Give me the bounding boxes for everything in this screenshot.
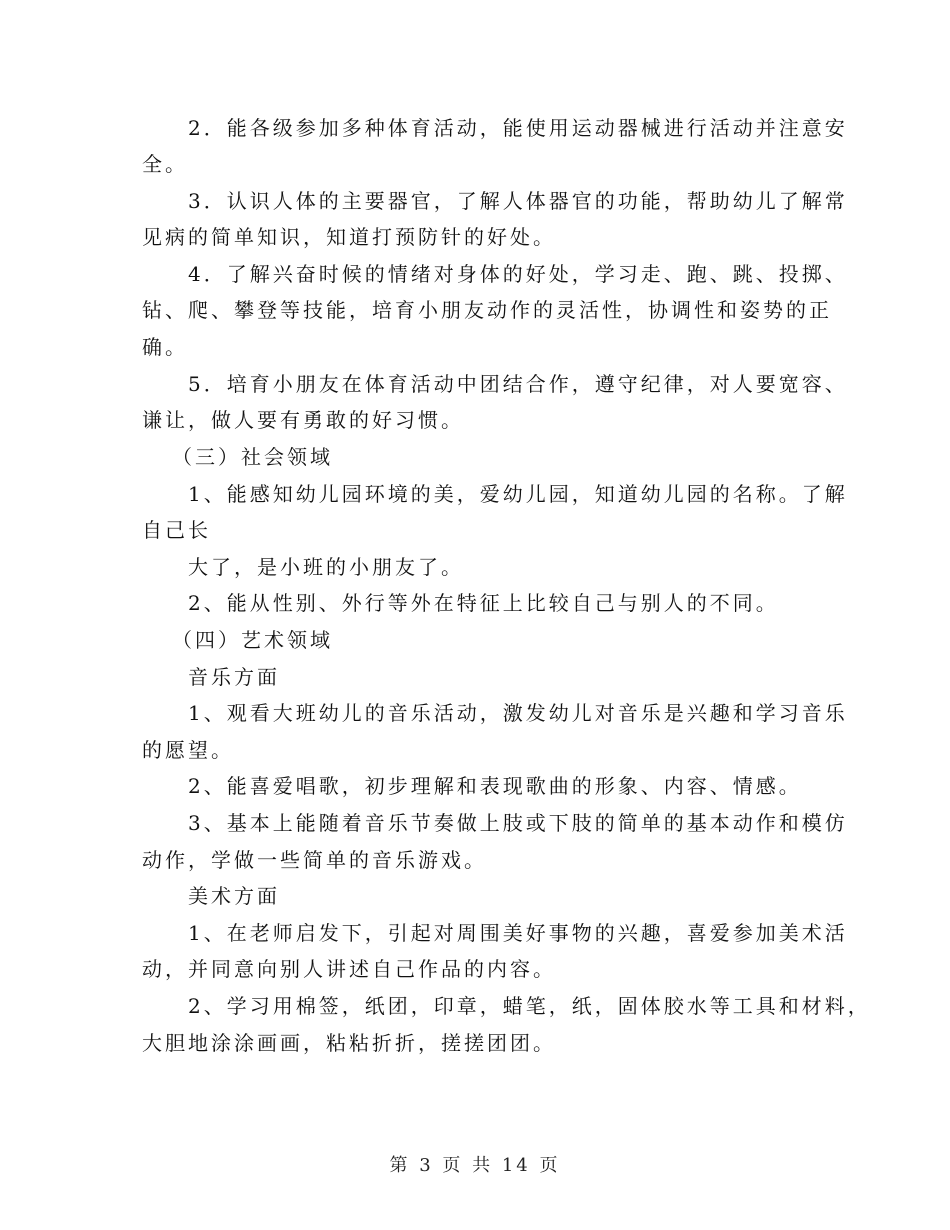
paragraph-line: 钻、爬、攀登等技能，培育小朋友动作的灵活性，协调性和姿势的正 <box>142 298 832 322</box>
paragraph-line: 1、能感知幼儿园环境的美，爱幼儿园，知道幼儿园的名称。了解 <box>188 482 848 506</box>
paragraph-line: 3、基本上能随着音乐节奏做上肢或下肢的简单的基本动作和模仿 <box>188 811 848 835</box>
paragraph-line: 2、能从性别、外行等外在特征上比较自己与别人的不同。 <box>188 591 779 615</box>
paragraph-line: 大胆地涂涂画画，粘粘折折，搓搓团团。 <box>142 1031 556 1055</box>
paragraph-line: 见病的简单知识，知道打预防针的好处。 <box>142 225 556 249</box>
paragraph-line: 1、在老师启发下，引起对周围美好事物的兴趣，喜爱参加美术活 <box>188 921 848 945</box>
paragraph-line: 确。 <box>142 335 188 359</box>
paragraph-line: 4．了解兴奋时候的情绪对身体的好处，学习走、跑、跳、投掷、 <box>188 262 848 286</box>
section-heading: （四）艺术领域 <box>172 628 333 652</box>
subsection-heading: 美术方面 <box>188 884 280 908</box>
paragraph-line: 谦让，做人要有勇敢的好习惯。 <box>142 408 464 432</box>
subsection-heading: 音乐方面 <box>188 665 280 689</box>
paragraph-line: 2．能各级参加多种体育活动，能使用运动器械进行活动并注意安 <box>188 116 848 140</box>
paragraph-line: 全。 <box>142 152 188 176</box>
paragraph-line: 动作，学做一些简单的音乐游戏。 <box>142 848 487 872</box>
paragraph-line: 动，并同意向别人讲述自己作品的内容。 <box>142 957 556 981</box>
paragraph-line: 1、观看大班幼儿的音乐活动，激发幼儿对音乐是兴趣和学习音乐 <box>188 701 848 725</box>
paragraph-line: 自己长 <box>142 518 211 542</box>
section-heading: （三）社会领域 <box>172 445 333 469</box>
paragraph-line: 的愿望。 <box>142 738 234 762</box>
paragraph-line: 2、学习用棉签，纸团，印章，蜡笔，纸，固体胶水等工具和材料， <box>188 994 871 1018</box>
paragraph-line: 5．培育小朋友在体育活动中团结合作，遵守纪律，对人要宽容、 <box>188 372 848 396</box>
page-number: 第 3 页 共 14 页 <box>389 1155 561 1176</box>
paragraph-line: 3．认识人体的主要器官，了解人体器官的功能，帮助幼儿了解常 <box>188 189 848 213</box>
paragraph-line: 大了，是小班的小朋友了。 <box>188 555 464 579</box>
paragraph-line: 2、能喜爱唱歌，初步理解和表现歌曲的形象、内容、情感。 <box>188 774 802 798</box>
